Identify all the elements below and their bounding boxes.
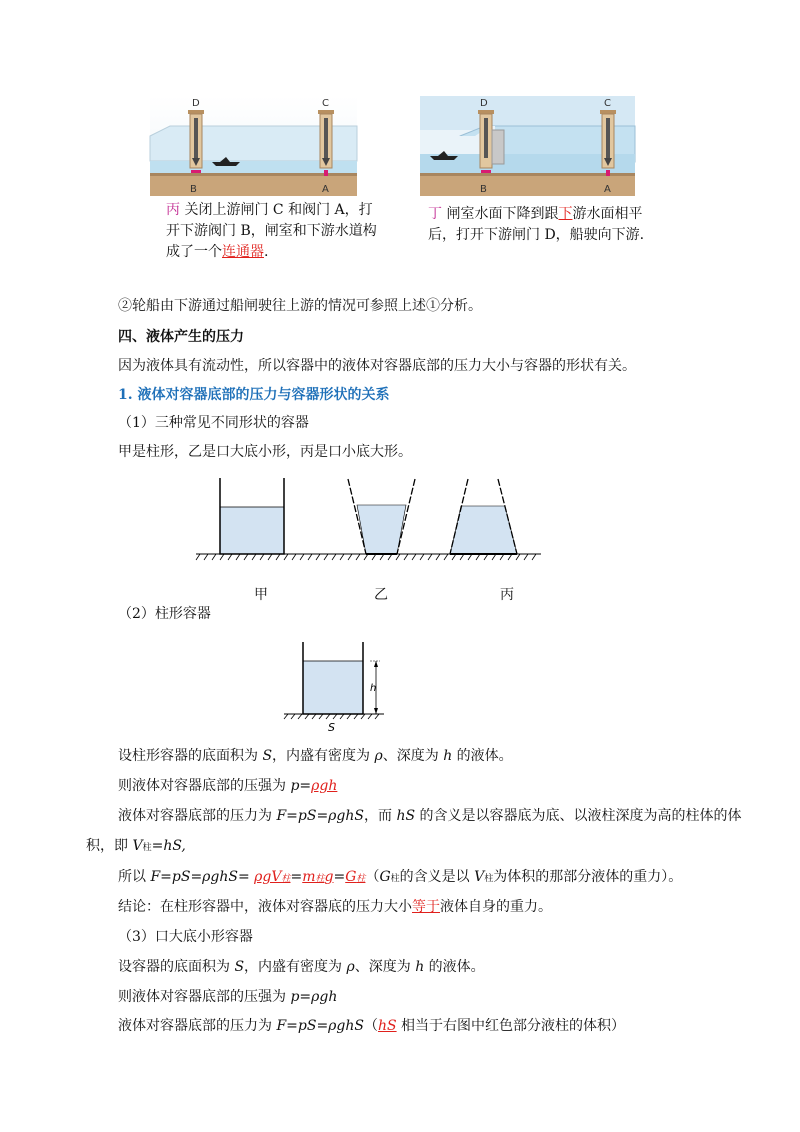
caption-line3-pre: 成了一个 [166,244,222,260]
answer-rhogh: ρgh [311,778,338,794]
s-label: S [328,721,335,734]
caption-line2: 开下游阀门 B，闸室和下游水道构 [166,223,377,239]
label-bing: 丙 [500,587,514,603]
container-bing-liquid [450,506,517,554]
item-2-line4: 积，即 V柱=hS, [86,838,186,854]
caption-line2: 后，打开下游闸门 D，船驶向下游. [428,227,645,243]
label-d: D [192,98,200,109]
caption-line1-post: 游水面相平 [572,206,643,222]
section-intro: 因为液体具有流动性，所以容器中的液体对容器底部的压力大小与容器的形状有关。 [118,358,636,374]
answer-xia: 下 [558,206,573,222]
subsection-heading: 1. 液体对容器底部的压力与容器形状的关系 [118,387,390,403]
lock-diagram-ding [420,96,635,196]
item-1-desc: 甲是柱形，乙是口大底小形，丙是口小底大形。 [118,444,412,460]
answer-hs: hS [377,1018,397,1034]
item-3-title: （3）口大底小形容器 [118,929,253,945]
answer-mg: m柱g [302,869,334,885]
caption-line3-post: . [264,244,269,260]
three-containers-diagram [196,476,556,566]
label-c: C [322,98,329,109]
caption-marker: 丙 [166,202,180,218]
caption-line1-pre: 闸室水面下降到跟 [446,206,559,222]
answer-dengyu: 等于 [412,899,440,915]
para-2: ②轮船由下游通过船闸驶往上游的情况可参照上述①分析。 [118,298,482,314]
item-3-line3: 液体对容器底部的压力为 F=pS=ρghS（hS 相当于右图中红色部分液柱的体积） [118,1018,626,1034]
caption-marker: 丁 [428,206,442,222]
label-b: B [190,184,197,195]
item-2-line5: 所以 F=pS=ρghS= ρgV柱=m柱g=G柱（G柱的含义是以 V柱为体积的那部分液体的重力）。 [118,869,683,885]
label-c: C [604,98,611,109]
answer-g: G柱 [345,869,366,885]
container-jia-liquid [220,507,284,554]
label-b: B [480,184,487,195]
cylinder-diagram [284,640,404,732]
item-2-title: （2）柱形容器 [118,606,211,622]
item-1-title: （1）三种常见不同形状的容器 [118,415,309,431]
label-a: A [604,184,611,195]
label-a: A [322,184,329,195]
label-jia: 甲 [254,587,268,603]
label-yi: 乙 [374,587,388,603]
h-label: h [370,683,377,694]
label-d: D [480,98,488,109]
item-2-line2: 则液体对容器底部的压强为 p=ρgh [118,778,338,794]
item-2-line3: 液体对容器底部的压力为 F=pS=ρghS，而 hS 的含义是以容器底为底、以液柱深度为高的柱体的体 [118,808,742,824]
section-heading: 四、液体产生的压力 [118,329,244,345]
item-3-line1: 设容器的底面积为 S，内盛有密度为 ρ、深度为 h 的液体。 [118,959,485,975]
caption-ding [428,204,668,246]
item-3-line2: 则液体对容器底部的压强为 p=ρgh [118,989,338,1005]
caption-bing [166,200,406,263]
item-2-line1: 设柱形容器的底面积为 S，内盛有密度为 ρ、深度为 h 的液体。 [118,748,513,764]
item-2-line6: 结论：在柱形容器中，液体对容器底的压力大小等于液体自身的重力。 [118,899,552,915]
lock-diagram-bing [150,96,410,196]
answer-rhogv: ρgV柱 [254,869,291,885]
answer-lianqtongqi: 连通器 [222,244,264,260]
caption-line1: 关闭上游闸门 C 和阀门 A，打 [184,202,373,218]
